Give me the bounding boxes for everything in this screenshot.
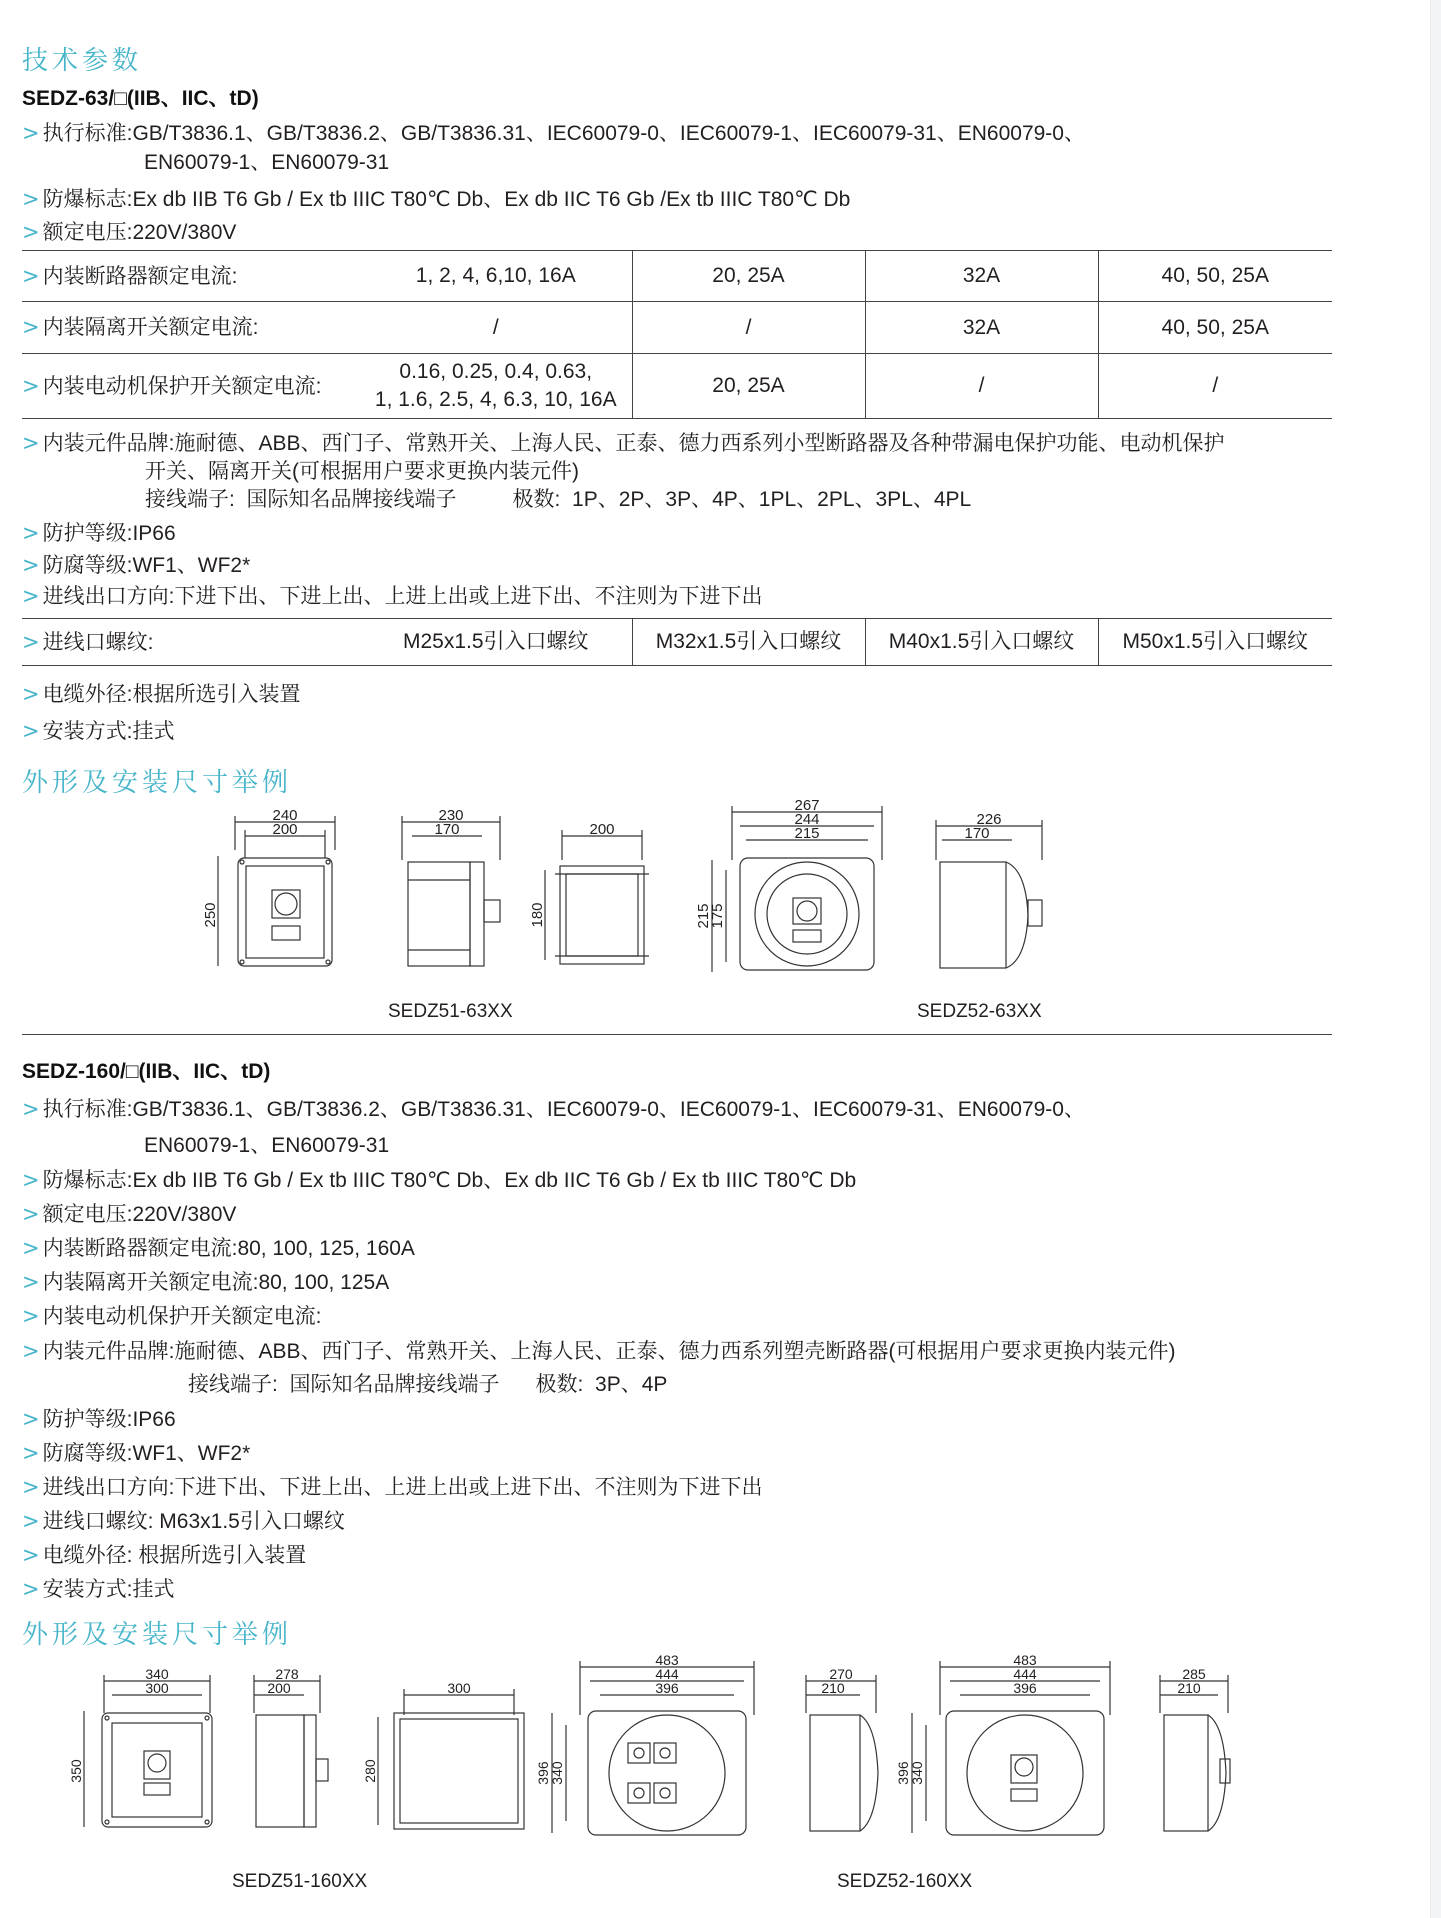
s1-wf-value: WF1、WF2* bbox=[132, 554, 251, 577]
s2-poles-value: 3P、4P bbox=[595, 1373, 668, 1396]
arrow-icon: > bbox=[22, 553, 40, 577]
s1-round-side-view bbox=[936, 811, 1042, 968]
s2-cable-value: 根据所选引入装置 bbox=[138, 1544, 307, 1567]
s2-voltage-line bbox=[22, 1200, 236, 1229]
row-label bbox=[22, 619, 360, 666]
s2-direction-label: 进线出口方向: bbox=[42, 1476, 175, 1499]
dim-label: 180 bbox=[529, 902, 546, 928]
table-cell: / bbox=[865, 354, 1098, 419]
arrow-icon: > bbox=[22, 121, 40, 145]
dim-label: 250 bbox=[202, 902, 219, 928]
arrow-icon: > bbox=[22, 1475, 40, 1499]
s1-caption-1: SEDZ51-63XX bbox=[388, 1001, 513, 1022]
s2-standards-cont: EN60079-1、EN60079-31 bbox=[144, 1134, 390, 1157]
dim-label: 483 bbox=[655, 1652, 679, 1668]
dim-label: 285 bbox=[1182, 1666, 1206, 1682]
section-title-dimensions-2: 外形及安装尺寸举例 bbox=[22, 1619, 293, 1649]
s1-cable-value: 根据所选引入装置 bbox=[132, 683, 301, 706]
s1-mount-value: 挂式 bbox=[132, 720, 175, 743]
cell-line: 0.16, 0.25, 0.4, 0.63, bbox=[399, 360, 593, 383]
dim-label: 215 bbox=[695, 903, 712, 929]
table-cell bbox=[360, 354, 632, 419]
s1-mount-label: 安装方式: bbox=[42, 720, 133, 743]
dim-label: 278 bbox=[275, 1666, 299, 1682]
row-label-text: 内装隔离开关额定电流: bbox=[42, 316, 259, 339]
s1-wf-label: 防腐等级: bbox=[42, 554, 133, 577]
s2-ex-value: Ex db IIB T6 Gb / Ex tb IIIC T80℃ Db、Ex db IIC T6 Gb / Ex tb IIIC T80℃ Db bbox=[132, 1169, 857, 1192]
arrow-icon: > bbox=[22, 1543, 40, 1567]
s2-terminal-line bbox=[188, 1371, 667, 1399]
s1-standards-cont: EN60079-1、EN60079-31 bbox=[144, 151, 390, 174]
table-cell: 20, 25A bbox=[632, 354, 865, 419]
arrow-icon: > bbox=[22, 1441, 40, 1465]
arrow-icon: > bbox=[22, 1168, 40, 1192]
arrow-icon: > bbox=[22, 719, 40, 743]
cell-line: 1, 1.6, 2.5, 4, 6.3, 10, 16A bbox=[374, 388, 617, 411]
s2-motor-label: 内装电动机保护开关额定电流: bbox=[42, 1305, 322, 1328]
table-cell: 40, 50, 25A bbox=[1098, 302, 1332, 354]
table-cell: 20, 25A bbox=[632, 251, 865, 302]
s1-direction-line bbox=[22, 582, 762, 611]
s1-standards-value: GB/T3836.1、GB/T3836.2、GB/T3836.31、IEC60079-0、IEC60079-1、IEC60079-31、EN60079-0、 bbox=[132, 122, 1085, 145]
s2-standards-line bbox=[22, 1095, 1085, 1124]
arrow-icon: > bbox=[22, 1509, 40, 1533]
s2-caption-1: SEDZ51-160XX bbox=[232, 1871, 368, 1892]
arrow-icon: > bbox=[22, 1577, 40, 1601]
dim-label: 210 bbox=[1177, 1680, 1201, 1696]
s2-terminal-label: 接线端子: bbox=[188, 1373, 278, 1396]
s2-breaker-line bbox=[22, 1234, 415, 1263]
s1-ex-value: Ex db IIB T6 Gb / Ex tb IIIC T80℃ Db、Ex db IIC T6 Gb /Ex tb IIIC T80℃ Db bbox=[132, 188, 851, 211]
s2-motor-line bbox=[22, 1302, 321, 1331]
arrow-icon: > bbox=[22, 1202, 40, 1226]
s2-brand-value: 施耐德、ABB、西门子、常熟开关、上海人民、正泰、德力西系列塑壳断路器(可根据用户要求更换内装元件) bbox=[174, 1340, 1176, 1363]
s2-caption-2: SEDZ52-160XX bbox=[837, 1871, 973, 1892]
table-cell: 32A bbox=[865, 302, 1098, 354]
s2-wf-line bbox=[22, 1439, 250, 1468]
s1-terminal-line bbox=[145, 486, 971, 514]
arrow-icon: > bbox=[22, 584, 40, 608]
s2-dimension-drawings bbox=[60, 1652, 1240, 1865]
arrow-icon: > bbox=[22, 521, 40, 545]
s2-wf-label: 防腐等级: bbox=[42, 1442, 133, 1465]
arrow-icon: > bbox=[22, 263, 40, 288]
s2-ex-label: 防爆标志: bbox=[42, 1169, 133, 1192]
s2-back-view bbox=[362, 1680, 524, 1829]
s2-front-view bbox=[68, 1666, 212, 1827]
dim-label: 300 bbox=[447, 1680, 471, 1696]
s2-round-side-view-b bbox=[1160, 1666, 1230, 1831]
s1-voltage-value: 220V/380V bbox=[132, 221, 237, 244]
s2-explosion-mark-line bbox=[22, 1166, 856, 1195]
s2-brand-label: 内装元件品牌: bbox=[42, 1340, 175, 1363]
model-title-sedz160: SEDZ-160/□(IIB、IIC、tD) bbox=[22, 1060, 271, 1083]
s2-cable-label: 电缆外径: bbox=[42, 1544, 133, 1567]
s2-round-front-view-a bbox=[535, 1652, 754, 1835]
s2-mount-line bbox=[22, 1575, 174, 1604]
s1-poles-value: 1P、2P、3P、4P、1PL、2PL、3PL、4PL bbox=[572, 488, 972, 511]
s2-direction-value: 下进下出、下进上出、上进上出或上进下出、不注则为下进下出 bbox=[174, 1476, 763, 1499]
s1-ex-label: 防爆标志: bbox=[42, 188, 133, 211]
row-label bbox=[22, 251, 360, 302]
dim-label: 396 bbox=[535, 1761, 551, 1785]
s2-breaker-label: 内装断路器额定电流: bbox=[42, 1237, 238, 1260]
table-row bbox=[22, 619, 1332, 666]
dim-label: 230 bbox=[438, 807, 464, 824]
s1-back-view bbox=[529, 821, 649, 964]
s2-thread-line bbox=[22, 1507, 345, 1536]
row-label-text: 内装断路器额定电流: bbox=[42, 264, 238, 288]
s1-wf-line bbox=[22, 551, 250, 580]
dim-label: 226 bbox=[976, 811, 1002, 828]
arrow-icon: > bbox=[22, 629, 40, 654]
row-label bbox=[22, 302, 360, 354]
dim-label: 340 bbox=[145, 1666, 169, 1682]
dim-label: 280 bbox=[362, 1759, 378, 1783]
section-title-dimensions-1: 外形及安装尺寸举例 bbox=[22, 767, 293, 797]
dim-label: 396 bbox=[1013, 1680, 1037, 1696]
row-label-text: 进线口螺纹: bbox=[42, 630, 154, 654]
s1-direction-value: 下进下出、下进上出、上进上出或上进下出、不注则为下进下出 bbox=[174, 585, 763, 608]
table-cell: / bbox=[360, 302, 632, 354]
s1-caption-2: SEDZ52-63XX bbox=[917, 1001, 1042, 1022]
s1-side-view bbox=[402, 807, 500, 966]
dim-label: 300 bbox=[145, 1680, 169, 1696]
s1-terminal-value: 国际知名品牌接线端子 bbox=[246, 488, 457, 511]
dim-label: 170 bbox=[964, 825, 990, 842]
s2-ip-line bbox=[22, 1405, 176, 1434]
dim-label: 340 bbox=[909, 1761, 925, 1785]
dim-label: 267 bbox=[794, 797, 820, 814]
dim-label: 444 bbox=[655, 1666, 679, 1682]
s1-brand-label: 内装元件品牌: bbox=[42, 432, 175, 455]
table-row bbox=[22, 354, 1332, 419]
table-row bbox=[22, 302, 1332, 354]
s1-brand-value: 施耐德、ABB、西门子、常熟开关、上海人民、正泰、德力西系列小型断路器及各种带漏电保护功能、电动机保护 bbox=[174, 432, 1225, 455]
page-edge-stripe bbox=[1430, 0, 1441, 1918]
table-cell: M25x1.5引入口螺纹 bbox=[360, 619, 632, 666]
s2-isolator-value: 80, 100, 125A bbox=[258, 1271, 390, 1294]
s1-round-front-view bbox=[695, 797, 882, 972]
table-cell: M40x1.5引入口螺纹 bbox=[865, 619, 1098, 666]
arrow-icon: > bbox=[22, 373, 40, 398]
table-row bbox=[22, 251, 1332, 302]
dim-label: 200 bbox=[589, 821, 615, 838]
s1-brand-line bbox=[22, 429, 1224, 458]
s2-ip-label: 防护等级: bbox=[42, 1408, 133, 1431]
s2-wf-value: WF1、WF2* bbox=[132, 1442, 251, 1465]
dim-label: 396 bbox=[895, 1761, 911, 1785]
s1-ip-line bbox=[22, 519, 176, 548]
s1-cable-line bbox=[22, 680, 300, 709]
s1-voltage-line bbox=[22, 218, 236, 247]
arrow-icon: > bbox=[22, 315, 40, 339]
s1-dimension-drawings bbox=[200, 797, 1200, 1000]
s2-mount-label: 安装方式: bbox=[42, 1578, 133, 1601]
s2-side-view bbox=[254, 1666, 328, 1827]
dim-label: 350 bbox=[68, 1759, 84, 1783]
dim-label: 200 bbox=[272, 821, 298, 838]
arrow-icon: > bbox=[22, 431, 40, 455]
s1-voltage-label: 额定电压: bbox=[42, 221, 133, 244]
arrow-icon: > bbox=[22, 220, 40, 244]
s1-direction-label: 进线出口方向: bbox=[42, 585, 175, 608]
section-title-tech-params: 技术参数 bbox=[22, 45, 143, 75]
dim-label: 244 bbox=[794, 811, 820, 828]
dim-label: 483 bbox=[1013, 1652, 1037, 1668]
s2-isolator-line bbox=[22, 1268, 389, 1297]
s1-terminal-label: 接线端子: bbox=[145, 488, 235, 511]
s2-voltage-value: 220V/380V bbox=[132, 1203, 237, 1226]
s1-standards-label: 执行标准: bbox=[42, 122, 133, 145]
s2-cable-line bbox=[22, 1541, 306, 1570]
s2-direction-line bbox=[22, 1473, 762, 1502]
arrow-icon: > bbox=[22, 1407, 40, 1431]
model-title-sedz63: SEDZ-63/□(IIB、IIC、tD) bbox=[22, 87, 259, 110]
s2-isolator-label: 内装隔离开关额定电流: bbox=[42, 1271, 259, 1294]
s1-front-view bbox=[202, 807, 335, 966]
row-label-text: 内装电动机保护开关额定电流: bbox=[42, 374, 322, 398]
s2-brand-line bbox=[22, 1337, 1175, 1366]
s1-thread-table bbox=[22, 618, 1332, 666]
dim-label: 200 bbox=[267, 1680, 291, 1696]
s2-standards-label: 执行标准: bbox=[42, 1098, 133, 1121]
arrow-icon: > bbox=[22, 1097, 40, 1121]
s2-round-front-view-b bbox=[895, 1652, 1110, 1835]
table-cell: / bbox=[632, 302, 865, 354]
s2-terminal-value: 国际知名品牌接线端子 bbox=[289, 1373, 500, 1396]
arrow-icon: > bbox=[22, 1270, 40, 1294]
s1-poles-label: 极数: bbox=[512, 488, 561, 511]
s1-cable-label: 电缆外径: bbox=[42, 683, 133, 706]
table-cell: 40, 50, 25A bbox=[1098, 251, 1332, 302]
table-cell: 32A bbox=[865, 251, 1098, 302]
table-cell: 1, 2, 4, 6,10, 16A bbox=[360, 251, 632, 302]
dim-label: 210 bbox=[821, 1680, 845, 1696]
section-divider bbox=[22, 1034, 1332, 1035]
table-cell: / bbox=[1098, 354, 1332, 419]
s1-standards-line bbox=[22, 119, 1085, 148]
s2-thread-value: M63x1.5引入口螺纹 bbox=[159, 1510, 345, 1533]
s2-mount-value: 挂式 bbox=[132, 1578, 175, 1601]
dim-label: 170 bbox=[434, 821, 460, 838]
row-label bbox=[22, 354, 360, 419]
s2-standards-value: GB/T3836.1、GB/T3836.2、GB/T3836.31、IEC60079-0、IEC60079-1、IEC60079-31、EN60079-0、 bbox=[132, 1098, 1085, 1121]
arrow-icon: > bbox=[22, 1236, 40, 1260]
arrow-icon: > bbox=[22, 1339, 40, 1363]
s2-poles-label: 极数: bbox=[535, 1373, 584, 1396]
s2-thread-label: 进线口螺纹: bbox=[42, 1510, 154, 1533]
s1-ip-value: IP66 bbox=[132, 522, 176, 545]
s1-explosion-mark-line bbox=[22, 185, 850, 214]
s2-ip-value: IP66 bbox=[132, 1408, 176, 1431]
s1-current-table bbox=[22, 250, 1332, 419]
s1-ip-label: 防护等级: bbox=[42, 522, 133, 545]
arrow-icon: > bbox=[22, 682, 40, 706]
dim-label: 444 bbox=[1013, 1666, 1037, 1682]
s1-brand-cont: 开关、隔离开关(可根据用户要求更换内装元件) bbox=[145, 460, 579, 483]
arrow-icon: > bbox=[22, 1304, 40, 1328]
s2-voltage-label: 额定电压: bbox=[42, 1203, 133, 1226]
table-cell: M32x1.5引入口螺纹 bbox=[632, 619, 865, 666]
arrow-icon: > bbox=[22, 187, 40, 211]
dim-label: 240 bbox=[272, 807, 298, 824]
table-cell: M50x1.5引入口螺纹 bbox=[1098, 619, 1332, 666]
dim-label: 396 bbox=[655, 1680, 679, 1696]
dim-label: 215 bbox=[794, 825, 820, 842]
s1-mount-line bbox=[22, 717, 174, 746]
dim-label: 340 bbox=[549, 1761, 565, 1785]
dim-label: 270 bbox=[829, 1666, 853, 1682]
dim-label: 175 bbox=[709, 903, 726, 929]
s2-round-side-view-a bbox=[806, 1666, 878, 1831]
s2-breaker-value: 80, 100, 125, 160A bbox=[237, 1237, 415, 1260]
